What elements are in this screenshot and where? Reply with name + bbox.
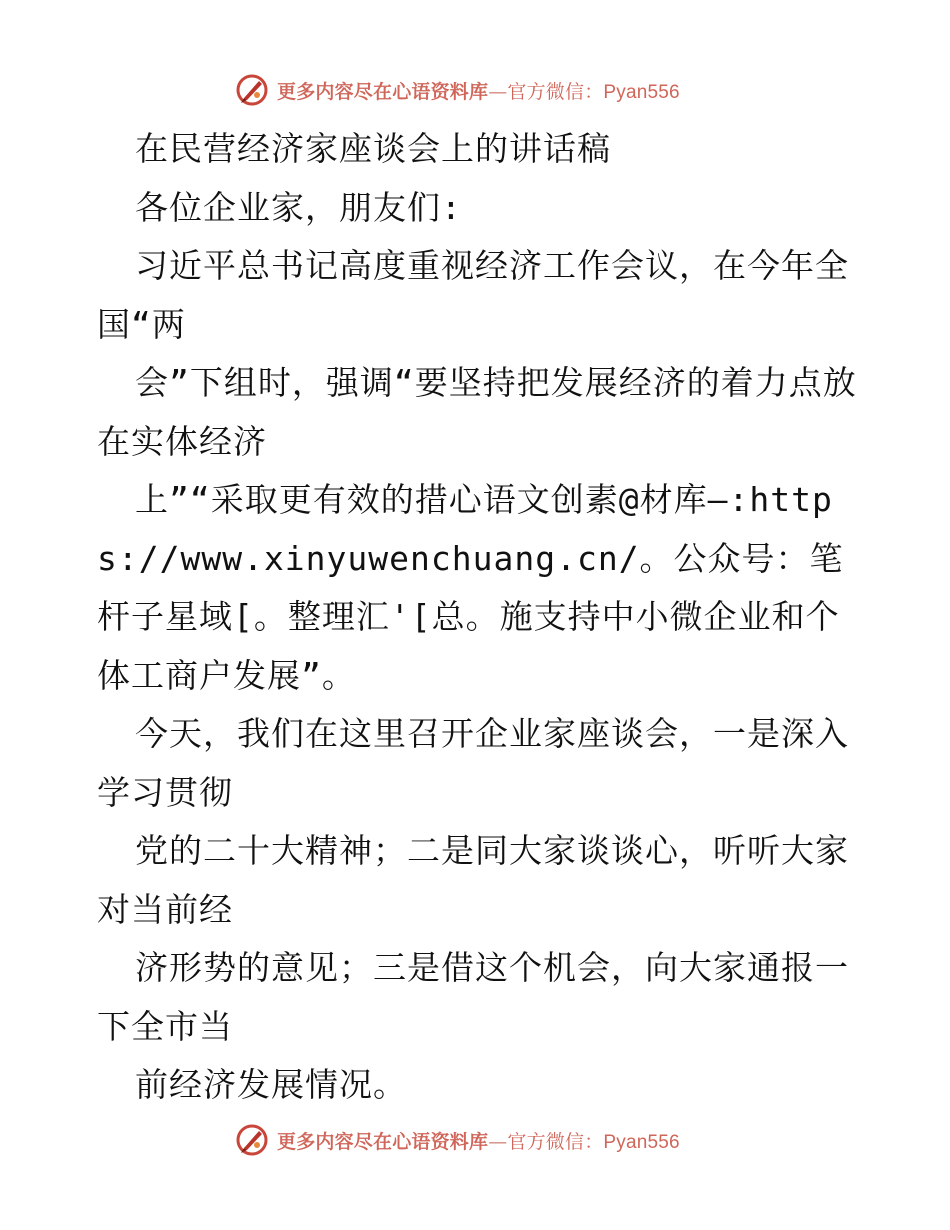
paragraph-line: 会”下组时，强调“要坚持把发展经济的着力点放在实体经济 [97, 363, 857, 461]
watermark-wechat-label: 官方微信： [507, 1130, 604, 1153]
document-title: 在民营经济家座谈会上的讲话稿 [135, 129, 611, 168]
watermark-separator: — [488, 80, 508, 103]
watermark-wechat-label: 官方微信： [507, 80, 604, 103]
watermark-wechat-id: Pyan556 [603, 1131, 680, 1153]
paragraph-line: 济形势的意见；三是借这个机会，向大家通报一下全市当 [97, 948, 849, 1046]
paragraph-line: 今天，我们在这里召开企业家座谈会，一是深入学习贯彻 [97, 714, 849, 812]
watermark-separator: — [488, 1130, 508, 1153]
watermark-site-text: 更多内容尽在心语资料库 [277, 80, 489, 103]
paragraph-line: 上”“采取更有效的措心语文创素@材库—:https://www.xinyuwenchuang.cn/。公众号：笔杆子星域[。整理汇'[总。施支持中小微企业和个体工商户发展”。 [97, 480, 844, 695]
watermark-text [277, 1127, 680, 1154]
quill-circle-icon [235, 73, 269, 107]
salutation: 各位企业家，朋友们: [135, 187, 462, 227]
quill-circle-icon [235, 1123, 269, 1157]
watermark-text [277, 77, 680, 104]
paragraph-line: 前经济发展情况。 [135, 1065, 407, 1104]
header-watermark [235, 70, 680, 110]
watermark-wechat-id: Pyan556 [603, 81, 680, 103]
watermark-site-text: 更多内容尽在心语资料库 [277, 1130, 489, 1153]
paragraph-line: 党的二十大精神；二是同大家谈谈心，听听大家对当前经 [97, 831, 849, 929]
document-body [97, 120, 857, 1115]
footer-watermark [235, 1120, 680, 1160]
paragraph-line: 习近平总书记高度重视经济工作会议，在今年全国“两 [97, 246, 849, 344]
